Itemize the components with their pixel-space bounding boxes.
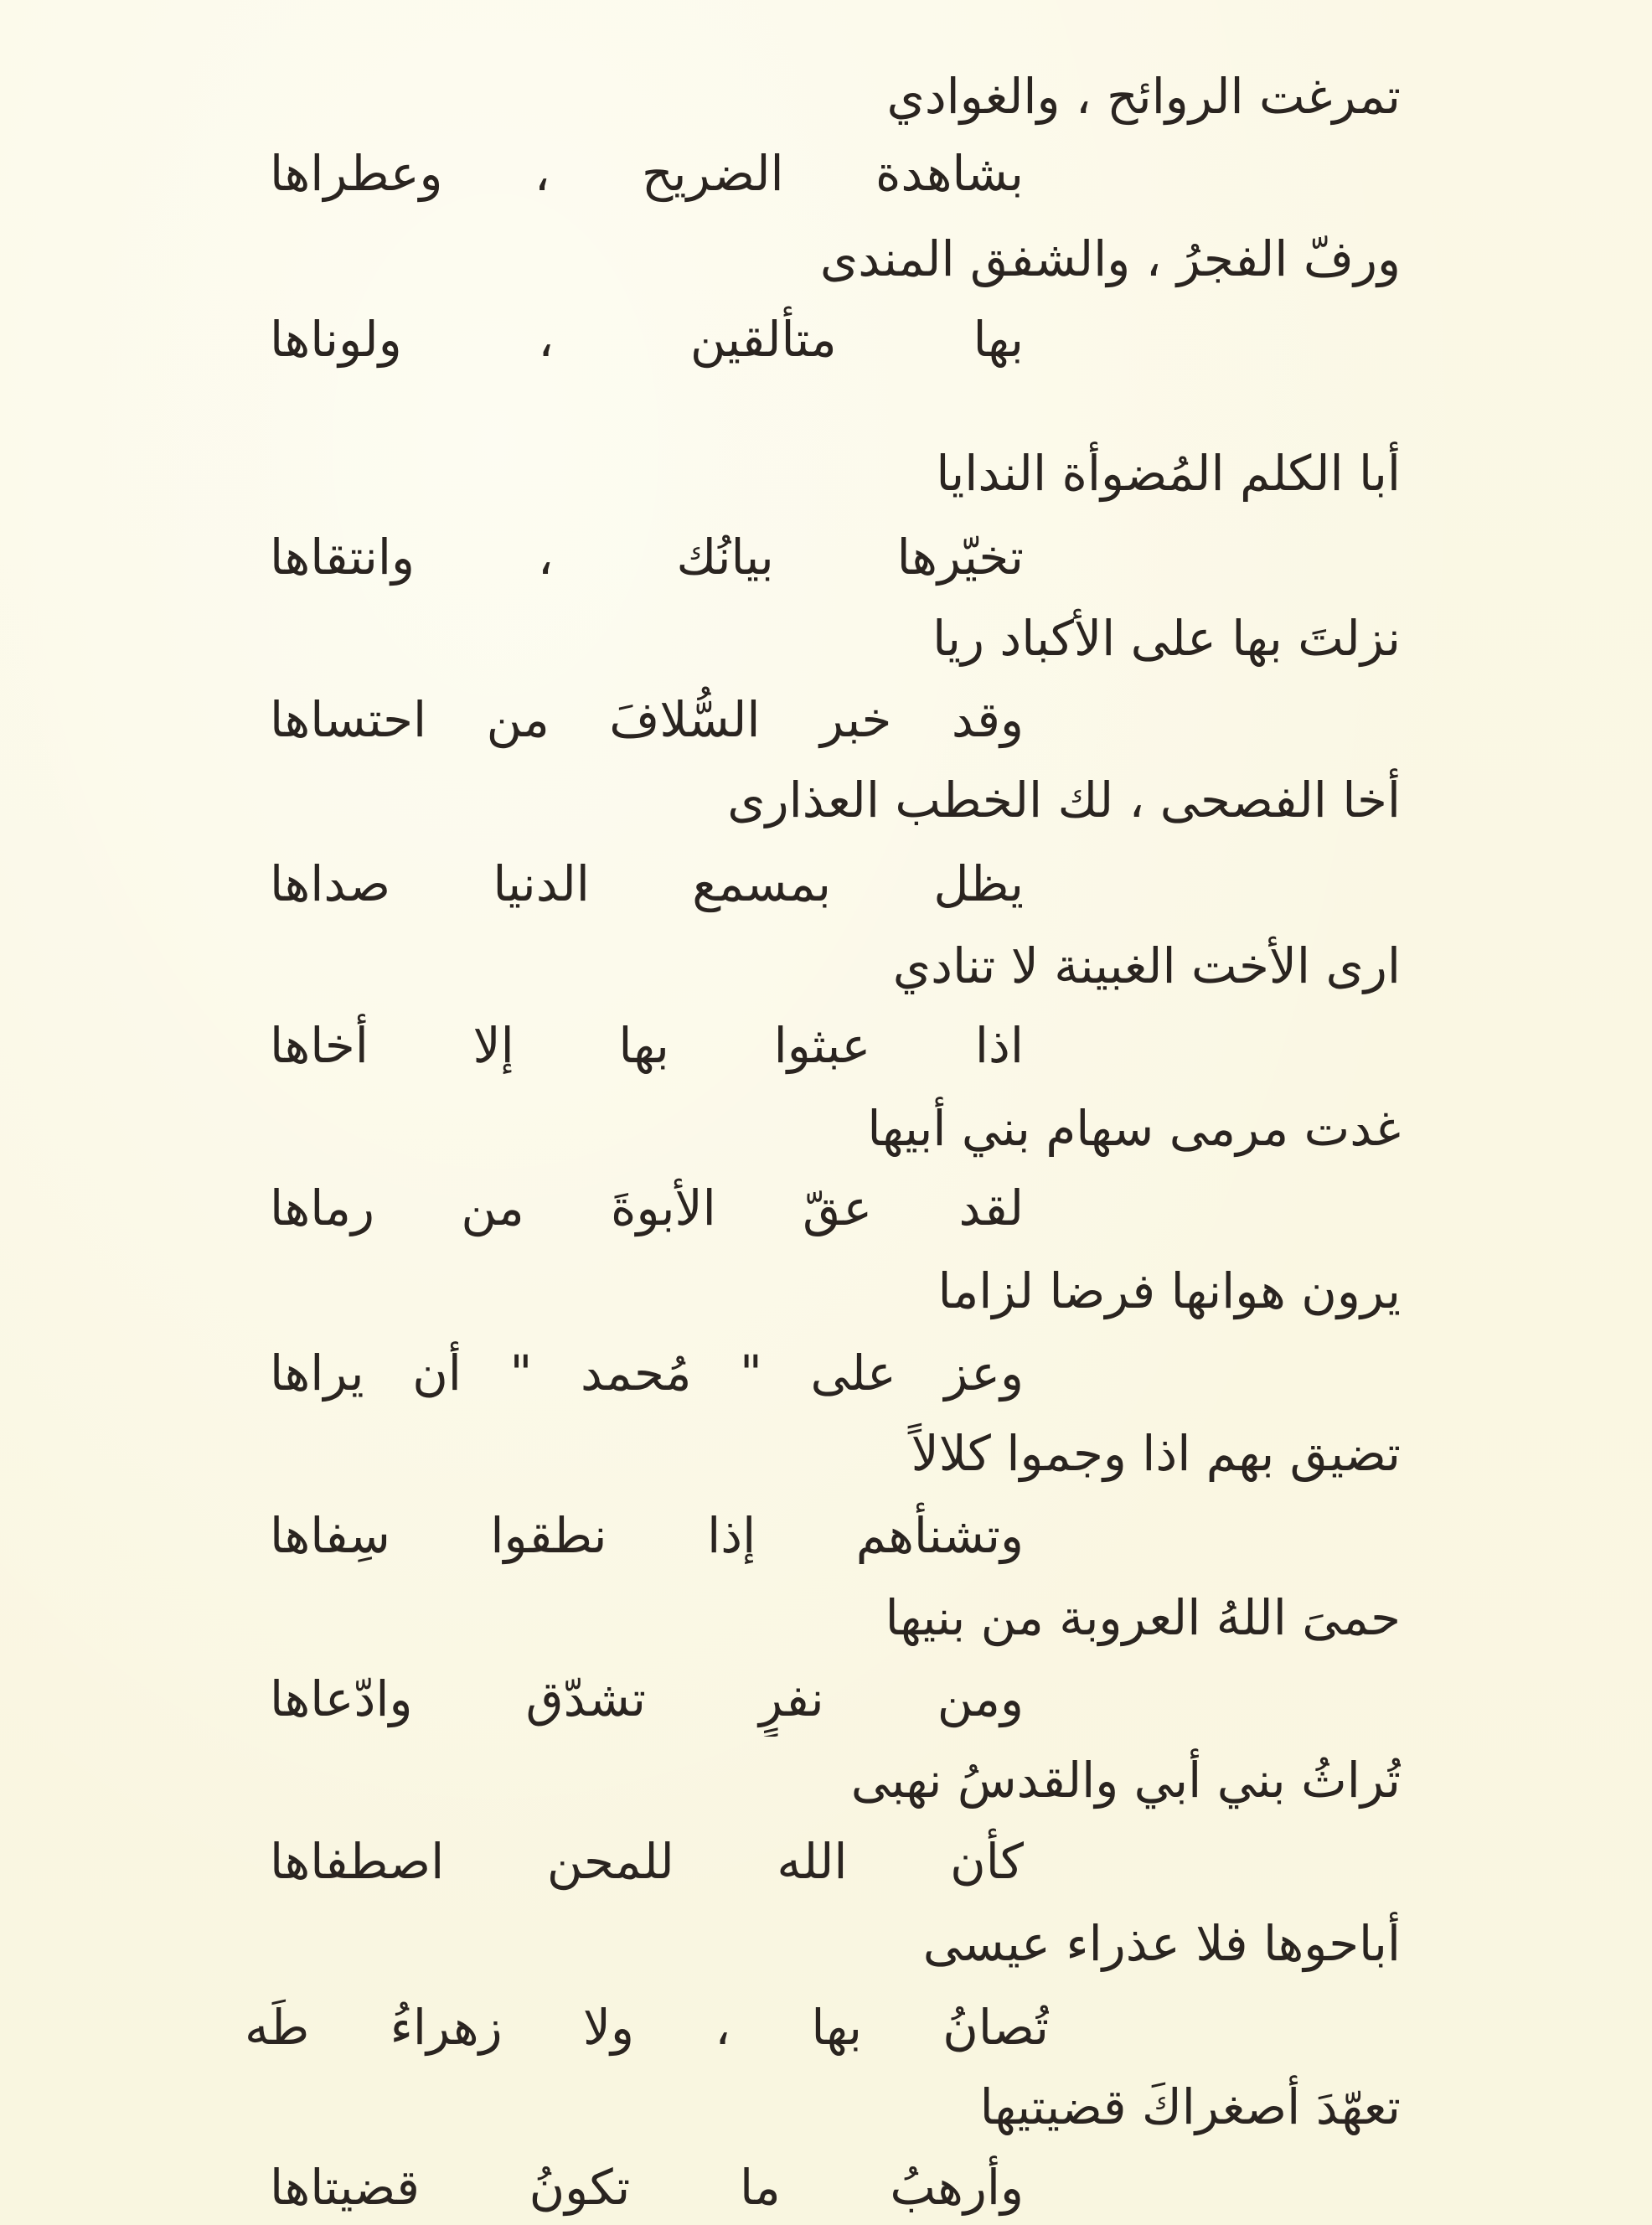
verse-line-ajuz: وأرهبُ ما تكونُ قضيتاها xyxy=(270,2159,1024,2216)
verse-line-ajuz: لقد عقّ الأبوةَ من رماها xyxy=(270,1180,1024,1236)
verse-line-ajuz: يظل بمسمع الدنيا صداها xyxy=(270,855,1024,912)
verse-line-ajuz: بها متألقين ، ولوناها xyxy=(270,311,1024,368)
verse-line-ajuz: ومن نفرٍ تشدّق وادّعاها xyxy=(270,1670,1024,1727)
verse-line-sadr: يرون هوانها فرضا لزاما xyxy=(937,1262,1401,1319)
verse-line-sadr: تعهّدَ أصغراكَ قضيتيها xyxy=(979,2078,1401,2135)
verse-line-ajuz: تخيّرها بيانُك ، وانتقاها xyxy=(270,529,1024,586)
verse-line-ajuz: تُصانُ بها ، ولا زهراءُ طَه xyxy=(245,1999,1049,2056)
verse-line-sadr: غدت مرمى سهام بني أبيها xyxy=(867,1100,1401,1157)
verse-line-sadr: ورفّ الفجرُ ، والشفق المندى xyxy=(819,230,1401,287)
verse-line-sadr: أباحوها فلا عذراء عيسى xyxy=(922,1915,1401,1972)
verse-line-sadr: أبا الكلم المُضوأة الندايا xyxy=(936,445,1401,502)
verse-line-ajuz: وقد خبر السُّلافَ من احتساها xyxy=(270,691,1024,748)
verse-line-sadr: نزلتَ بها على الأكباد ريا xyxy=(932,610,1401,667)
verse-line-ajuz: كأن الله للمحن اصطفاها xyxy=(270,1833,1024,1890)
verse-line-ajuz: بشاهدة الضريح ، وعطراها xyxy=(270,145,1024,202)
verse-line-ajuz: وتشنأهم إذا نطقوا سِفاها xyxy=(270,1507,1024,1564)
verse-line-sadr: تمرغت الروائح ، والغوادي xyxy=(886,68,1401,125)
verse-line-sadr: حمىَ اللهُ العروبة من بنيها xyxy=(885,1589,1401,1646)
verse-line-sadr: تضيق بهم اذا وجموا كلالاً xyxy=(911,1425,1401,1482)
verse-line-sadr: تُراثُ بني أبي والقدسُ نهبى xyxy=(850,1752,1401,1809)
verse-line-ajuz: اذا عبثوا بها إلا أخاها xyxy=(270,1017,1024,1074)
verse-line-sadr: ارى الأخت الغبينة لا تنادي xyxy=(892,937,1401,994)
verse-line-sadr: أخا الفصحى ، لك الخطب العذارى xyxy=(727,772,1401,829)
verse-line-ajuz: وعز على " مُحمد " أن يراها xyxy=(270,1345,1024,1402)
